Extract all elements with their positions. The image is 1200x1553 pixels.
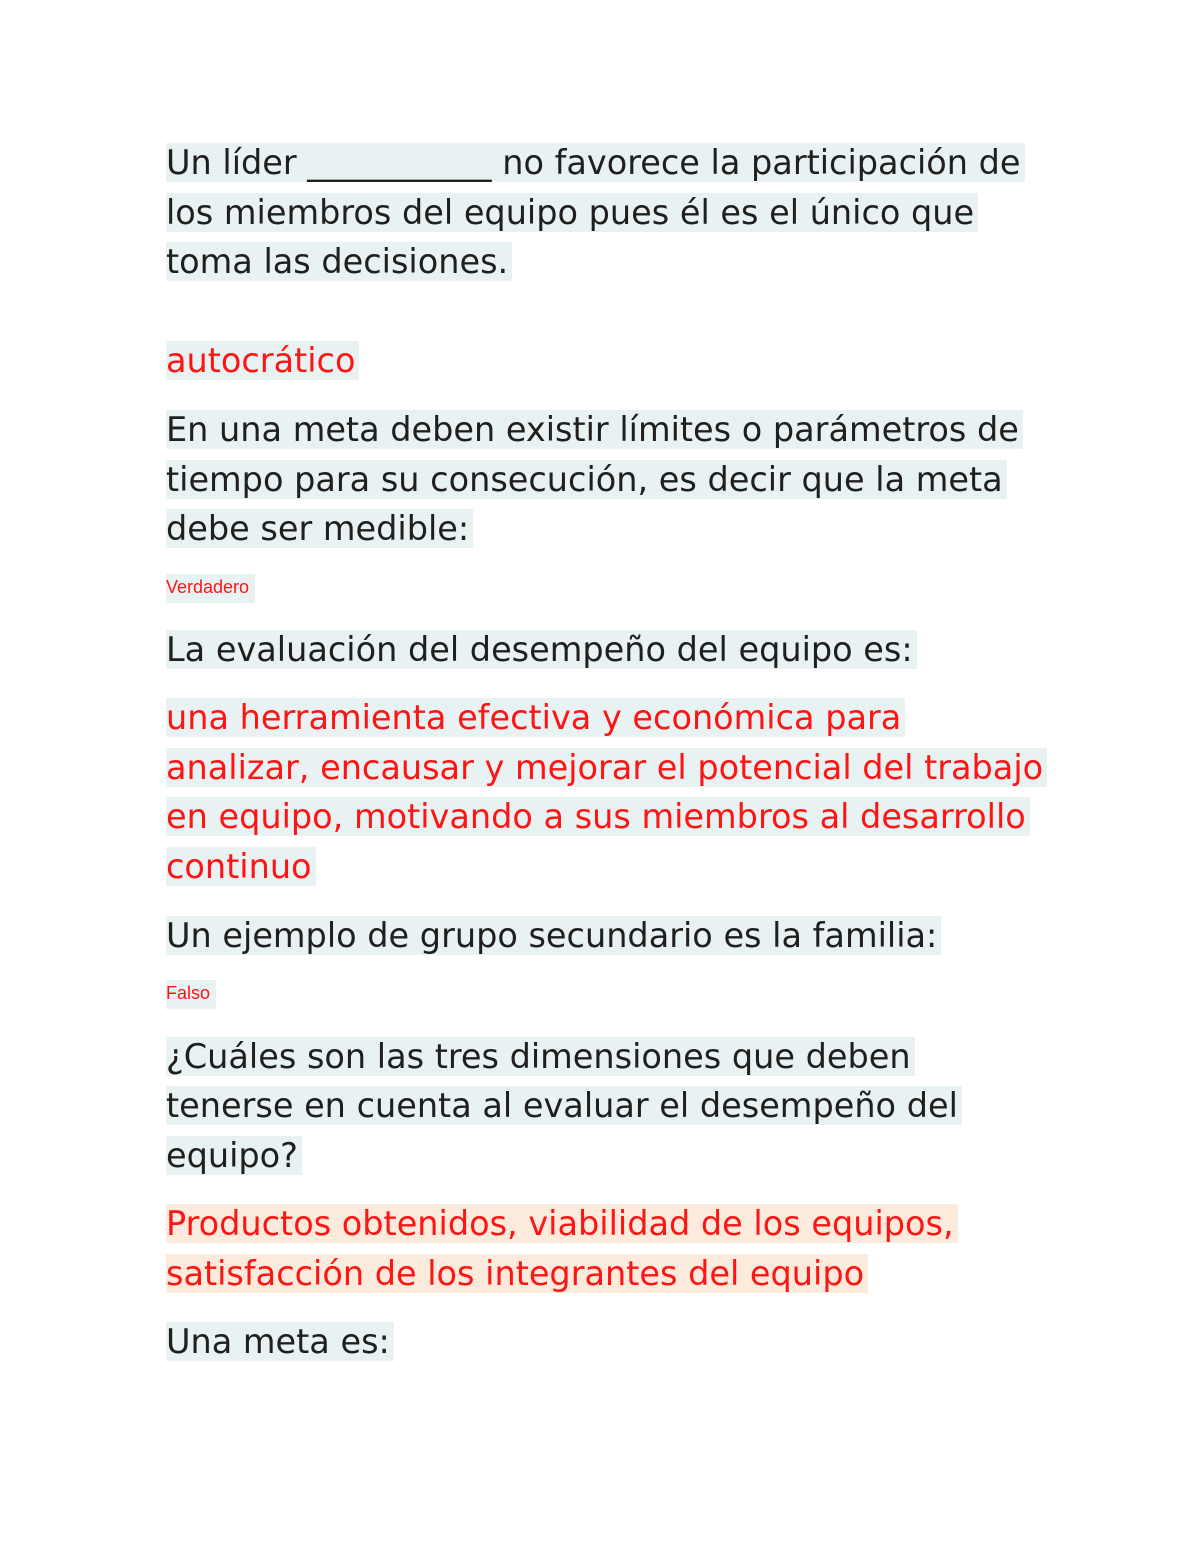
answer-5-text: Productos obtenidos, viabilidad de los equipos, satisfacción de los integrantes del equipo (166, 1204, 958, 1293)
question-5 (166, 1032, 1046, 1181)
answer-5 (166, 1199, 1046, 1298)
answer-2-text: Verdadero (166, 574, 255, 603)
question-2 (166, 405, 1046, 554)
question-4 (166, 911, 1046, 961)
question-1-text: Un líder ___________ no favorece la participación de los miembros del equipo pues él es el único que toma las decisiones. (166, 143, 1025, 281)
question-3-text: La evaluación del desempeño del equipo es: (166, 630, 917, 669)
question-6 (166, 1317, 1046, 1367)
question-5-text: ¿Cuáles son las tres dimensiones que deben tenerse en cuenta al evaluar el desempeño del equipo? (166, 1037, 962, 1175)
question-4-text: Un ejemplo de grupo secundario es la familia: (166, 916, 941, 955)
question-2-text: En una meta deben existir límites o parámetros de tiempo para su consecución, es decir que la meta debe ser medible: (166, 410, 1023, 548)
question-1 (166, 138, 1046, 287)
question-6-text: Una meta es: (166, 1322, 394, 1361)
answer-1-text: autocrático (166, 341, 359, 380)
question-3 (166, 625, 1046, 675)
answer-3 (166, 693, 1046, 891)
answer-4 (166, 976, 1046, 1010)
answer-1 (166, 336, 1046, 386)
document-page (166, 138, 1046, 1367)
answer-2 (166, 570, 1046, 604)
answer-3-text: una herramienta efectiva y económica para analizar, encausar y mejorar el potencial del trabajo en equipo, motivando a sus miembros al desarrollo continuo (166, 698, 1047, 886)
answer-4-text: Falso (166, 980, 216, 1009)
